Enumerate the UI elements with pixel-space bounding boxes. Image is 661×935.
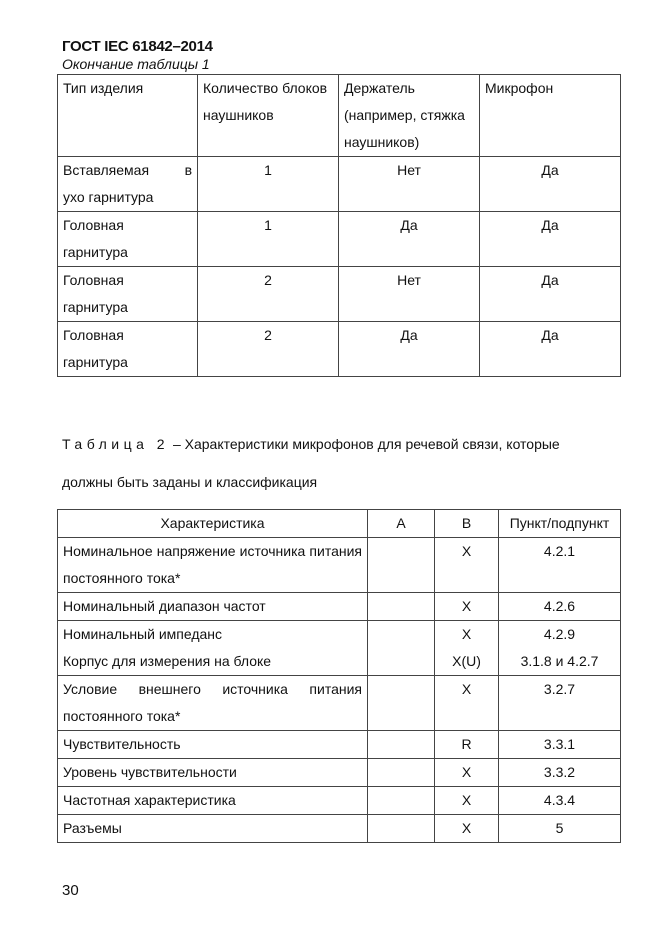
class-a-cell [368,815,435,843]
header-cell: Количество блоков наушников [198,75,339,157]
holder-cell: Да [339,322,480,377]
microphone-cell: Да [480,157,621,212]
class-a-cell [368,731,435,759]
header-cell: Тип изделия [58,75,198,157]
table-row [58,593,621,621]
table-row [58,267,621,322]
table-row [58,621,621,649]
table-row [58,759,621,787]
table-row [58,322,621,377]
header-cell: Пункт/подпункт [499,510,621,538]
table-row [58,731,621,759]
table-row [58,676,621,731]
class-a-cell [368,621,435,649]
characteristic-cell: Разъемы [58,815,368,843]
header-cell: Характеристика [58,510,368,538]
class-b-cell: X [435,593,499,621]
class-a-cell [368,593,435,621]
class-b-cell: X [435,759,499,787]
microphone-cell: Да [480,322,621,377]
table-row [58,648,621,676]
product-type-cell: Головная гарнитура [58,212,198,267]
header-cell: Держатель (например, стяжка наушников) [339,75,480,157]
class-b-cell: R [435,731,499,759]
earphone-count-cell: 1 [198,212,339,267]
header-cell: A [368,510,435,538]
characteristic-cell: Условие внешнего источника питания постоянного тока* [58,676,368,731]
table-header-row [58,75,621,157]
table-continuation-label: Окончание таблицы 1 [62,56,210,72]
class-b-cell: X [435,815,499,843]
class-a-cell [368,787,435,815]
characteristic-cell: Корпус для измерения на блоке [58,648,368,676]
product-type-cell: Головная гарнитура [58,322,198,377]
characteristic-cell: Номинальный импеданс [58,621,368,649]
clause-cell: 3.2.7 [499,676,621,731]
table-header-row [58,510,621,538]
page-number: 30 [62,882,79,899]
table-row [58,538,621,593]
table2-caption-continuation: должны быть заданы и классификация [62,474,318,490]
class-a-cell [368,759,435,787]
class-a-cell [368,538,435,593]
class-b-cell: X [435,538,499,593]
clause-cell: 4.2.9 [499,621,621,649]
product-type-cell [58,157,198,212]
clause-cell: 3.3.1 [499,731,621,759]
class-b-cell: X(U) [435,648,499,676]
class-b-cell: X [435,676,499,731]
holder-cell: Нет [339,157,480,212]
clause-cell: 5 [499,815,621,843]
table-row [58,787,621,815]
characteristic-cell: Номинальный диапазон частот [58,593,368,621]
earphone-count-cell: 2 [198,322,339,377]
clause-cell: 4.3.4 [499,787,621,815]
product-type-word: в [184,162,192,178]
product-type-line: ухо гарнитура [63,189,154,205]
table2-caption [62,436,560,452]
class-a-cell [368,676,435,731]
characteristic-cell: Номинальное напряжение источника питания постоянного тока* [58,538,368,593]
characteristic-cell: Частотная характеристика [58,787,368,815]
clause-cell: 3.1.8 и 4.2.7 [499,648,621,676]
microphone-cell: Да [480,212,621,267]
clause-cell: 4.2.6 [499,593,621,621]
characteristic-cell: Уровень чувствительности [58,759,368,787]
characteristic-cell: Чувствительность [58,731,368,759]
holder-cell: Нет [339,267,480,322]
header-cell: B [435,510,499,538]
clause-cell: 4.2.1 [499,538,621,593]
class-b-cell: X [435,621,499,649]
earphone-count-cell: 2 [198,267,339,322]
class-b-cell: X [435,787,499,815]
clause-cell: 3.3.2 [499,759,621,787]
standard-title: ГОСТ IEC 61842–2014 [62,38,213,55]
header-cell: Микрофон [480,75,621,157]
table2-caption-text: – Характеристики микрофонов для речевой связи, которые [169,436,560,452]
earphone-count-cell: 1 [198,157,339,212]
table2-caption-label: Таблица 2 [62,436,170,452]
table-row [58,815,621,843]
product-type-cell: Головная гарнитура [58,267,198,322]
microphone-characteristics-table [57,509,621,843]
class-a-cell [368,648,435,676]
product-type-word: Вставляемая [63,162,150,178]
table-row [58,212,621,267]
headset-types-table [57,74,621,377]
microphone-cell: Да [480,267,621,322]
table-row [58,157,621,212]
holder-cell: Да [339,212,480,267]
